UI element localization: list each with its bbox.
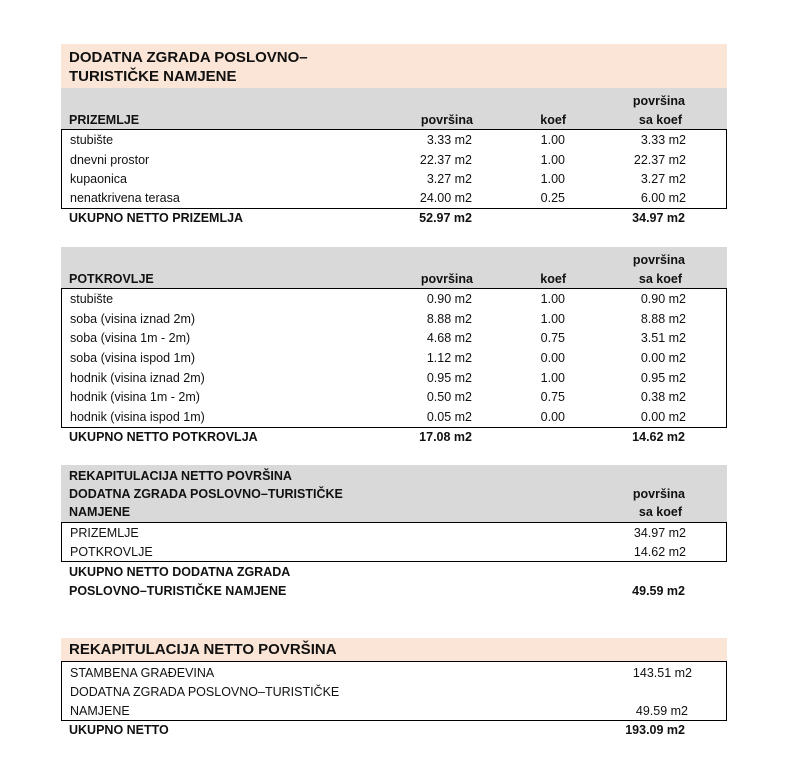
row-area-koef: 8.88 m2 [640,312,686,326]
row-area: 0.05 m2 [426,410,472,424]
total-value: 193.09 m2 [625,723,685,737]
row-name: soba (visina ispod 1m) [70,351,196,365]
table-row [62,369,726,389]
row-area-koef: 3.33 m2 [640,133,686,147]
potkrovlje-header-koef: koef [540,272,566,286]
row-koef: 0.75 [540,390,565,404]
prizemlje-header-name: PRIZEMLJE [69,113,140,127]
rekap-ukupno-table [61,661,727,721]
total-label: UKUPNO NETTO PRIZEMLJA [69,211,244,225]
table-row [62,408,726,428]
potkrovlje-table [61,288,727,428]
potkrovlje-total-row [61,428,727,448]
potkrovlje-header-area: površina [420,272,473,286]
row-name: PRIZEMLJE [70,526,139,540]
row-name: hodnik (visina ispod 1m) [70,410,205,424]
total-label: UKUPNO NETTO [69,723,169,737]
row-area: 0.90 m2 [426,292,472,306]
rekap-zgrada-header-areakoef-2: sa koef [638,505,682,519]
row-area-koef: 0.90 m2 [640,292,686,306]
row-area: 22.37 m2 [419,153,472,167]
rekap-zgrada-header-line2: DODATNA ZGRADA POSLOVNO–TURISTIČKE [69,487,343,501]
prizemlje-table [61,129,727,209]
row-name-line1: DODATNA ZGRADA POSLOVNO–TURISTIČKE [70,685,340,699]
row-area-koef: 14.62 m2 [633,545,686,559]
row-area-koef: 6.00 m2 [640,191,686,205]
row-value: 49.59 m2 [635,704,688,718]
total-area: 17.08 m2 [419,430,472,444]
row-name: stubište [70,133,114,147]
row-area: 0.50 m2 [426,390,472,404]
row-area: 24.00 m2 [419,191,472,205]
row-area: 0.95 m2 [426,371,472,385]
row-area-koef: 0.00 m2 [640,410,686,424]
row-name: dnevni prostor [70,153,150,167]
table-row [62,170,726,190]
section-title-line1: DODATNA ZGRADA POSLOVNO– [69,49,308,66]
total-label-line2: POSLOVNO–TURISTIČKE NAMJENE [69,584,287,598]
prizemlje-total-row [61,209,727,229]
rekap-zgrada-header-areakoef-1: površina [632,487,685,501]
table-row [62,683,726,703]
rekap-zgrada-total-row [61,563,727,603]
table-row [62,524,726,544]
row-name-line2: NAMJENE [70,704,130,718]
total-label: UKUPNO NETTO POTKROVLJA [69,430,258,444]
table-row [62,329,726,349]
row-area: 3.27 m2 [426,172,472,186]
row-area-koef: 0.00 m2 [640,351,686,365]
row-area: 3.33 m2 [426,133,472,147]
row-area-koef: 0.38 m2 [640,390,686,404]
rekap-zgrada-header-line1: REKAPITULACIJA NETTO POVRŠINA [69,469,292,483]
row-area-koef: 22.37 m2 [633,153,686,167]
total-area-koef: 14.62 m2 [632,430,685,444]
total-area-koef: 34.97 m2 [632,211,685,225]
row-value: 143.51 m2 [632,666,692,680]
row-area-koef: 3.51 m2 [640,331,686,345]
row-area-koef: 0.95 m2 [640,371,686,385]
row-koef: 1.00 [540,133,565,147]
table-row [62,702,726,722]
row-name: hodnik (visina 1m - 2m) [70,390,200,404]
row-koef: 1.00 [540,153,565,167]
row-koef: 0.00 [540,351,565,365]
potkrovlje-header-areakoef-1: površina [632,253,685,267]
prizemlje-header [61,88,727,130]
table-row [62,310,726,330]
row-area: 8.88 m2 [426,312,472,326]
prizemlje-header-koef: koef [540,113,566,127]
prizemlje-header-areakoef-2: sa koef [638,113,682,127]
row-koef: 1.00 [540,172,565,186]
total-label-line1: UKUPNO NETTO DODATNA ZGRADA [69,565,291,579]
row-name: STAMBENA GRAĐEVINA [70,666,215,680]
total-area: 52.97 m2 [419,211,472,225]
potkrovlje-header-name: POTKROVLJE [69,272,154,286]
row-name: hodnik (visina iznad 2m) [70,371,205,385]
row-name: soba (visina iznad 2m) [70,312,196,326]
row-name: POTKROVLJE [70,545,153,559]
prizemlje-header-areakoef-1: površina [632,94,685,108]
rekap-ukupno-total-row [61,721,727,741]
row-koef: 1.00 [540,312,565,326]
row-name: soba (visina 1m - 2m) [70,331,191,345]
row-area-koef: 3.27 m2 [640,172,686,186]
row-koef: 0.00 [540,410,565,424]
table-row [62,664,726,684]
section-title-line2: TURISTIČKE NAMJENE [69,68,237,85]
rekap-zgrada-header [61,465,727,522]
potkrovlje-header-areakoef-2: sa koef [638,272,682,286]
rekap-ukupno-title: REKAPITULACIJA NETTO POVRŠINA [69,641,337,658]
table-row [62,151,726,171]
potkrovlje-header [61,247,727,289]
rekap-ukupno-title-band [61,638,727,661]
row-koef: 0.25 [540,191,565,205]
row-koef: 0.75 [540,331,565,345]
table-row [62,388,726,408]
row-area: 1.12 m2 [426,351,472,365]
section-title-band [61,44,727,88]
row-name: stubište [70,292,114,306]
total-area-koef: 49.59 m2 [632,584,685,598]
table-row [62,189,726,209]
row-name: kupaonica [70,172,127,186]
table-row [62,290,726,310]
rekap-zgrada-table [61,522,727,562]
table-row [62,349,726,369]
row-name: nenatkrivena terasa [70,191,180,205]
row-koef: 1.00 [540,292,565,306]
prizemlje-header-area: površina [420,113,473,127]
row-area: 4.68 m2 [426,331,472,345]
table-row [62,543,726,563]
rekap-zgrada-header-line3: NAMJENE [69,505,131,519]
row-area-koef: 34.97 m2 [633,526,686,540]
table-row [62,131,726,151]
row-koef: 1.00 [540,371,565,385]
